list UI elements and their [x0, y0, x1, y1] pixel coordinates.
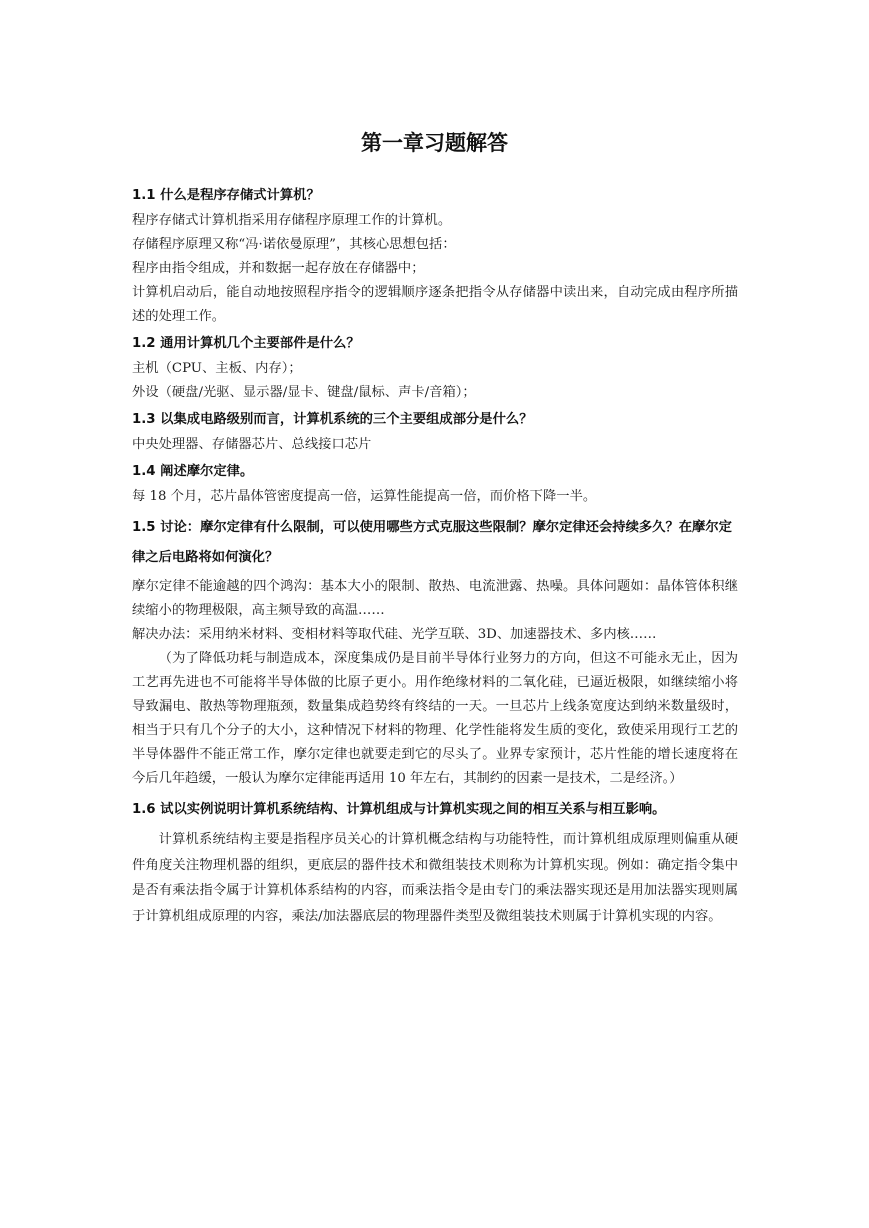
answer-paragraph: 每 18 个月，芯片晶体管密度提高一倍，运算性能提高一倍，而价格下降一半。: [132, 489, 597, 504]
answer-paragraph: 程序存储式计算机指采用存储程序原理工作的计算机。: [132, 213, 452, 228]
answer-paragraph: 解决办法：采用纳米材料、变相材料等取代硅、光学互联、3D、加速器技术、多内核……: [132, 627, 657, 642]
answer-paragraph: 计算机启动后，能自动地按照程序指令的逻辑顺序逐条把指令从存储器中读出来，自动完成由程序所描述的处理工作。: [132, 285, 738, 324]
answer-paragraph: 外设（硬盘/光驱、显示器/显卡、键盘/鼠标、声卡/音箱）；: [132, 385, 476, 400]
answer-paragraph: 存储程序原理又称“冯·诺依曼原理”，其核心思想包括：: [132, 237, 456, 252]
answer-paragraph: 中央处理器、存储器芯片、总线接口芯片: [132, 437, 372, 452]
question-heading-1-3: 1.3 以集成电路级别而言，计算机系统的三个主要组成部分是什么？: [132, 412, 533, 427]
question-heading-1-5: 1.5 讨论：摩尔定律有什么限制，可以使用哪些方式克服这些限制？摩尔定律还会持续多久？在摩尔定律之后电路将如何演化？: [132, 520, 732, 565]
answer-paragraph: 主机（CPU、主板、内存）；: [132, 361, 302, 376]
answer-paragraph: （为了降低功耗与制造成本，深度集成仍是目前半导体行业努力的方向，但这不可能永无止，因为工艺再先进也不可能将半导体做的比原子更小。用作绝缘材料的二氧化硅，已逼近极限，如继续缩小将导致漏电、散热等物理瓶颈，数量集成趋势终有终结的一天。一旦芯片上线条宽度达到纳米数量级时，相当于只有几个分子的大小，这种情况下材料的物理、化学性能将发生质的变化，致使采用现行工艺的半导体器件不能正常工作，摩尔定律也就要走到它的尽头了。业界专家预计，芯片性能的增长速度将在今后几年趋缓，一般认为摩尔定律能再适用 10 年左右，其制约的因素一是技术，二是经济。）: [132, 651, 738, 786]
document-body: [132, 181, 738, 929]
answer-paragraph: 程序由指令组成，并和数据一起存放在存储器中；: [132, 261, 425, 276]
answer-paragraph: 摩尔定律不能逾越的四个鸿沟：基本大小的限制、散热、电流泄露、热噪。具体问题如：晶体管体积继续缩小的物理极限，高主频导致的高温……: [132, 579, 738, 618]
answer-paragraph: 计算机系统结构主要是指程序员关心的计算机概念结构与功能特性，而计算机组成原理则偏重从硬件角度关注物理机器的组织，更底层的器件技术和微组装技术则称为计算机实现。例如：确定指令集中是否有乘法指令属于计算机体系结构的内容，而乘法指令是由专门的乘法器实现还是用加法器实现则属于计算机组成原理的内容，乘法/加法器底层的物理器件类型及微组装技术则属于计算机实现的内容。: [132, 832, 738, 924]
question-heading-1-6: 1.6 试以实例说明计算机系统结构、计算机组成与计算机实现之间的相互关系与相互影响。: [132, 802, 666, 817]
question-heading-1-2: 1.2 通用计算机几个主要部件是什么？: [132, 336, 360, 351]
page-title: 第一章习题解答: [361, 130, 508, 155]
question-heading-1-1: 1.1 什么是程序存储式计算机？: [132, 188, 320, 203]
question-heading-1-4: 1.4 阐述摩尔定律。: [132, 464, 254, 479]
